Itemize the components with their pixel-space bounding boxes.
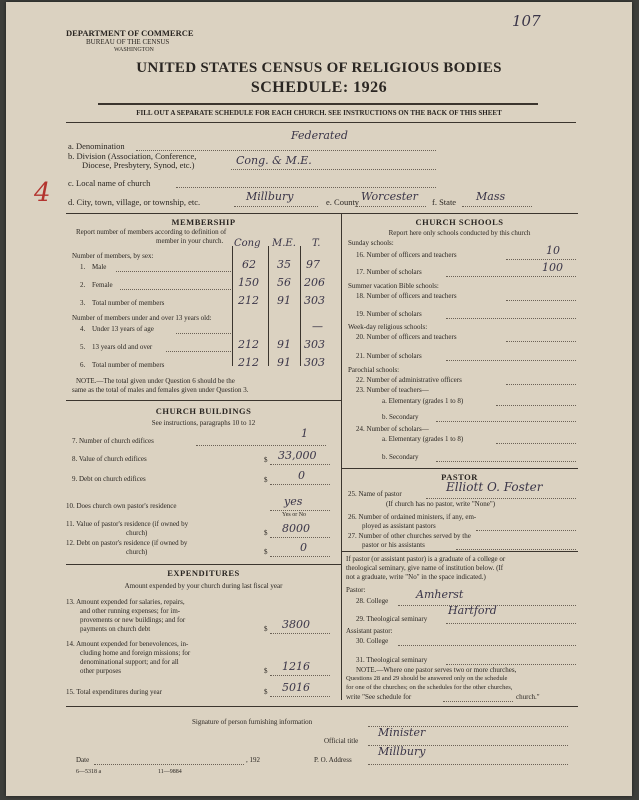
department-line: DEPARTMENT OF COMMERCE xyxy=(66,28,194,38)
row-5-num: 5. xyxy=(80,343,86,351)
pastor-note-3: for one of the churches; on the schedules for the other churches, xyxy=(346,684,513,691)
row-6-label: Total number of members xyxy=(92,361,165,369)
q9-value: 0 xyxy=(298,469,305,482)
q8-value: 33,000 xyxy=(278,449,317,462)
page-number: 107 xyxy=(512,12,541,30)
form-subtitle: SCHEDULE: 1926 xyxy=(250,79,388,96)
official-title-label: Official title xyxy=(324,737,359,745)
row-1-num: 1. xyxy=(80,263,86,271)
q15-label: 15. Total expenditures during year xyxy=(66,688,162,696)
row-6-num: 6. xyxy=(80,361,86,369)
form-code: 6—5318 a xyxy=(76,769,102,775)
column-head-cong: Cong xyxy=(234,238,261,249)
q24a-label: a. Elementary (grades 1 to 8) xyxy=(382,435,464,443)
row-6-total: 303 xyxy=(304,356,325,369)
pastor-sub-label: Pastor: xyxy=(346,586,366,594)
expenditures-heading: EXPENDITURES xyxy=(167,568,240,578)
row-2-me: 56 xyxy=(277,276,291,289)
q20-label: 20. Number of officers and teachers xyxy=(356,333,457,341)
signature-label: Signature of person furnishing information xyxy=(192,718,313,726)
q28-value: Amherst xyxy=(416,588,464,601)
membership-intro: Report number of members according to definition of xyxy=(76,228,227,236)
denomination-value: Federated xyxy=(291,129,348,142)
row-4-label: Under 13 years of age xyxy=(92,325,154,333)
q9-label: 9. Debt on church edifices xyxy=(72,475,146,483)
q14-line-1: 14. Amount expended for benevolences, in- xyxy=(66,640,189,648)
q26-label: 26. Number of ordained ministers, if any, em- xyxy=(348,513,477,521)
q13-line-2: and other running expenses; for im- xyxy=(80,607,181,615)
q13-value: 3800 xyxy=(282,618,310,631)
q11-label-2: church) xyxy=(126,529,148,537)
q16-label: 16. Number of officers and teachers xyxy=(356,251,457,259)
q13-dollar: $ xyxy=(264,625,268,633)
row-2-label: Female xyxy=(92,281,113,289)
denomination-label: a. Denomination xyxy=(68,141,125,151)
pastor-note-2: Questions 28 and 29 should be answered only on the schedule xyxy=(346,675,508,682)
q17-value: 100 xyxy=(542,261,563,274)
row-2-num: 2. xyxy=(80,281,86,289)
q11-label: 11. Value of pastor's residence (if owned by xyxy=(66,520,189,528)
expenditures-sub: Amount expended by your church during last fiscal year xyxy=(124,582,283,590)
pastor-heading: PASTOR xyxy=(441,472,478,482)
row-3-me: 91 xyxy=(277,294,291,307)
local-name-label: c. Local name of church xyxy=(68,178,151,188)
q14-value: 1216 xyxy=(282,660,310,673)
row-5-total: 303 xyxy=(304,338,325,351)
row-2-total: 206 xyxy=(304,276,325,289)
po-address-label: P. O. Address xyxy=(314,756,352,764)
q25-value: Elliott O. Foster xyxy=(446,480,543,494)
q27-label-2: pastor or his assistants xyxy=(362,541,425,549)
row-4-total: — xyxy=(312,320,323,333)
q24b-label: b. Secondary xyxy=(382,453,419,461)
census-schedule-sheet xyxy=(6,2,632,796)
q13-line-1: 13. Amount expended for salaries, repairs, xyxy=(66,598,185,606)
q19-label: 19. Number of scholars xyxy=(356,310,422,318)
q30-label: 30. College xyxy=(356,637,389,645)
row-3-total: 303 xyxy=(304,294,325,307)
q15-dollar: $ xyxy=(264,688,268,696)
q29-label: 29. Theological seminary xyxy=(356,615,428,623)
row-1-total: 97 xyxy=(306,258,320,271)
po-address-value: Millbury xyxy=(378,745,426,758)
pastor-note-4: write "See schedule for xyxy=(346,693,412,701)
assistant-pastor-label: Assistant pastor: xyxy=(346,627,393,635)
parochial-schools-label: Parochial schools: xyxy=(348,366,400,374)
vacation-schools-label: Summer vacation Bible schools: xyxy=(348,282,439,290)
q18-label: 18. Number of officers and teachers xyxy=(356,292,457,300)
q7-label: 7. Number of church edifices xyxy=(72,437,154,445)
membership-note-2: same as the total of males and females given under Question 3. xyxy=(72,386,249,394)
column-head-me: M.E. xyxy=(272,238,296,249)
bureau-line: BUREAU OF THE CENSUS xyxy=(86,38,170,46)
q11-dollar: $ xyxy=(264,529,268,537)
division-value: Cong. & M.E. xyxy=(236,154,312,167)
q13-line-3: provements or new buildings; and for xyxy=(80,616,186,624)
row-4-num: 4. xyxy=(80,325,86,333)
city-value: Millbury xyxy=(246,190,294,203)
row-3-cong: 212 xyxy=(238,294,259,307)
members-by-sex-label: Number of members, by sex: xyxy=(72,252,154,260)
margin-mark: 4 xyxy=(34,178,51,208)
q24-label: 24. Number of scholars— xyxy=(356,425,429,433)
graduate-instruction-3: not a graduate, write "No" in the space indicated.) xyxy=(346,573,486,581)
buildings-heading: CHURCH BUILDINGS xyxy=(155,406,252,416)
buildings-sub: See instructions, paragraphs 10 to 12 xyxy=(151,419,256,427)
q14-line-3: denominational support; and for all xyxy=(80,658,179,666)
q22-label: 22. Number of administrative officers xyxy=(356,376,462,384)
q12-value: 0 xyxy=(300,541,307,554)
q9-dollar: $ xyxy=(264,476,268,484)
row-1-label: Male xyxy=(92,263,107,271)
q26-label-2: ployed as assistant pastors xyxy=(362,522,436,530)
membership-note: NOTE.—The total given under Question 6 should be the xyxy=(76,377,235,385)
q23a-label: a. Elementary (grades 1 to 8) xyxy=(382,397,464,405)
q13-line-4: payments on church debt xyxy=(80,625,151,633)
q23-label: 23. Number of teachers— xyxy=(356,386,429,394)
q8-dollar: $ xyxy=(264,456,268,464)
form-title: UNITED STATES CENSUS OF RELIGIOUS BODIES xyxy=(136,60,502,76)
row-1-me: 35 xyxy=(277,258,291,271)
q12-dollar: $ xyxy=(264,548,268,556)
members-by-age-label: Number of members under and over 13 years old: xyxy=(72,314,212,322)
q25-note: (If church has no pastor, write "None") xyxy=(386,500,496,508)
state-label: f. State xyxy=(432,197,457,207)
q25-label: 25. Name of pastor xyxy=(348,490,402,498)
pastor-note: NOTE.—Where one pastor serves two or more churches, xyxy=(356,666,517,674)
q14-line-4: other purposes xyxy=(80,667,122,675)
row-5-me: 91 xyxy=(277,338,291,351)
row-2-cong: 150 xyxy=(238,276,259,289)
print-code: 11—9884 xyxy=(158,769,182,775)
schools-sub: Report here only schools conducted by this church xyxy=(388,229,531,237)
division-label-2: Diocese, Presbytery, Synod, etc.) xyxy=(82,160,195,170)
row-5-label: 13 years old and over xyxy=(92,343,153,351)
q11-value: 8000 xyxy=(282,522,310,535)
city-label: d. City, town, village, or township, etc. xyxy=(68,197,201,207)
q16-value: 10 xyxy=(546,244,560,257)
q8-label: 8. Value of church edifices xyxy=(72,455,147,463)
q28-label: 28. College xyxy=(356,597,389,605)
date-label: Date xyxy=(76,756,90,764)
q14-dollar: $ xyxy=(264,667,268,675)
membership-heading: MEMBERSHIP xyxy=(171,217,236,227)
q10-label: 10. Does church own pastor's residence xyxy=(66,502,177,510)
row-6-cong: 212 xyxy=(238,356,259,369)
instruction-line: FILL OUT A SEPARATE SCHEDULE FOR EACH CHURCH. SEE INSTRUCTIONS ON THE BACK OF THIS SHEET xyxy=(136,109,502,117)
row-3-num: 3. xyxy=(80,299,86,307)
graduate-instruction-2: theological seminary, give name of institution below. (If xyxy=(346,564,504,572)
county-label: e. County xyxy=(326,197,360,207)
q10-value: yes xyxy=(284,495,303,508)
official-title-value: Minister xyxy=(378,726,426,739)
schools-heading: CHURCH SCHOOLS xyxy=(415,217,504,227)
sunday-schools-label: Sunday schools: xyxy=(348,239,394,247)
graduate-instruction: If pastor (or assistant pastor) is a graduate of a college or xyxy=(346,555,506,563)
q27-label: 27. Number of other churches served by the xyxy=(348,532,471,540)
city-line: WASHINGTON xyxy=(114,47,154,53)
row-3-label: Total number of members xyxy=(92,299,165,307)
q17-label: 17. Number of scholars xyxy=(356,268,422,276)
q29-value: Hartford xyxy=(448,604,497,617)
q10-hint: Yes or No xyxy=(282,512,307,518)
row-1-cong: 62 xyxy=(242,258,256,271)
county-value: Worcester xyxy=(361,190,418,203)
year-label: , 192 xyxy=(246,756,260,764)
q12-label-2: church) xyxy=(126,548,148,556)
q31-label: 31. Theological seminary xyxy=(356,656,428,664)
q14-line-2: cluding home and foreign missions; for xyxy=(80,649,191,657)
q21-label: 21. Number of scholars xyxy=(356,352,422,360)
column-head-total: T. xyxy=(312,238,321,249)
weekday-schools-label: Week-day religious schools: xyxy=(348,323,428,331)
state-value: Mass xyxy=(476,190,506,203)
division-label: b. Division (Association, Conference, xyxy=(68,151,197,161)
row-5-cong: 212 xyxy=(238,338,259,351)
q15-value: 5016 xyxy=(282,681,310,694)
pastor-note-5: church." xyxy=(516,693,540,701)
q12-label: 12. Debt on pastor's residence (if owned by xyxy=(66,539,188,547)
q7-value: 1 xyxy=(301,427,308,440)
membership-intro-2: member in your church. xyxy=(156,237,224,245)
row-6-me: 91 xyxy=(277,356,291,369)
q23b-label: b. Secondary xyxy=(382,413,419,421)
